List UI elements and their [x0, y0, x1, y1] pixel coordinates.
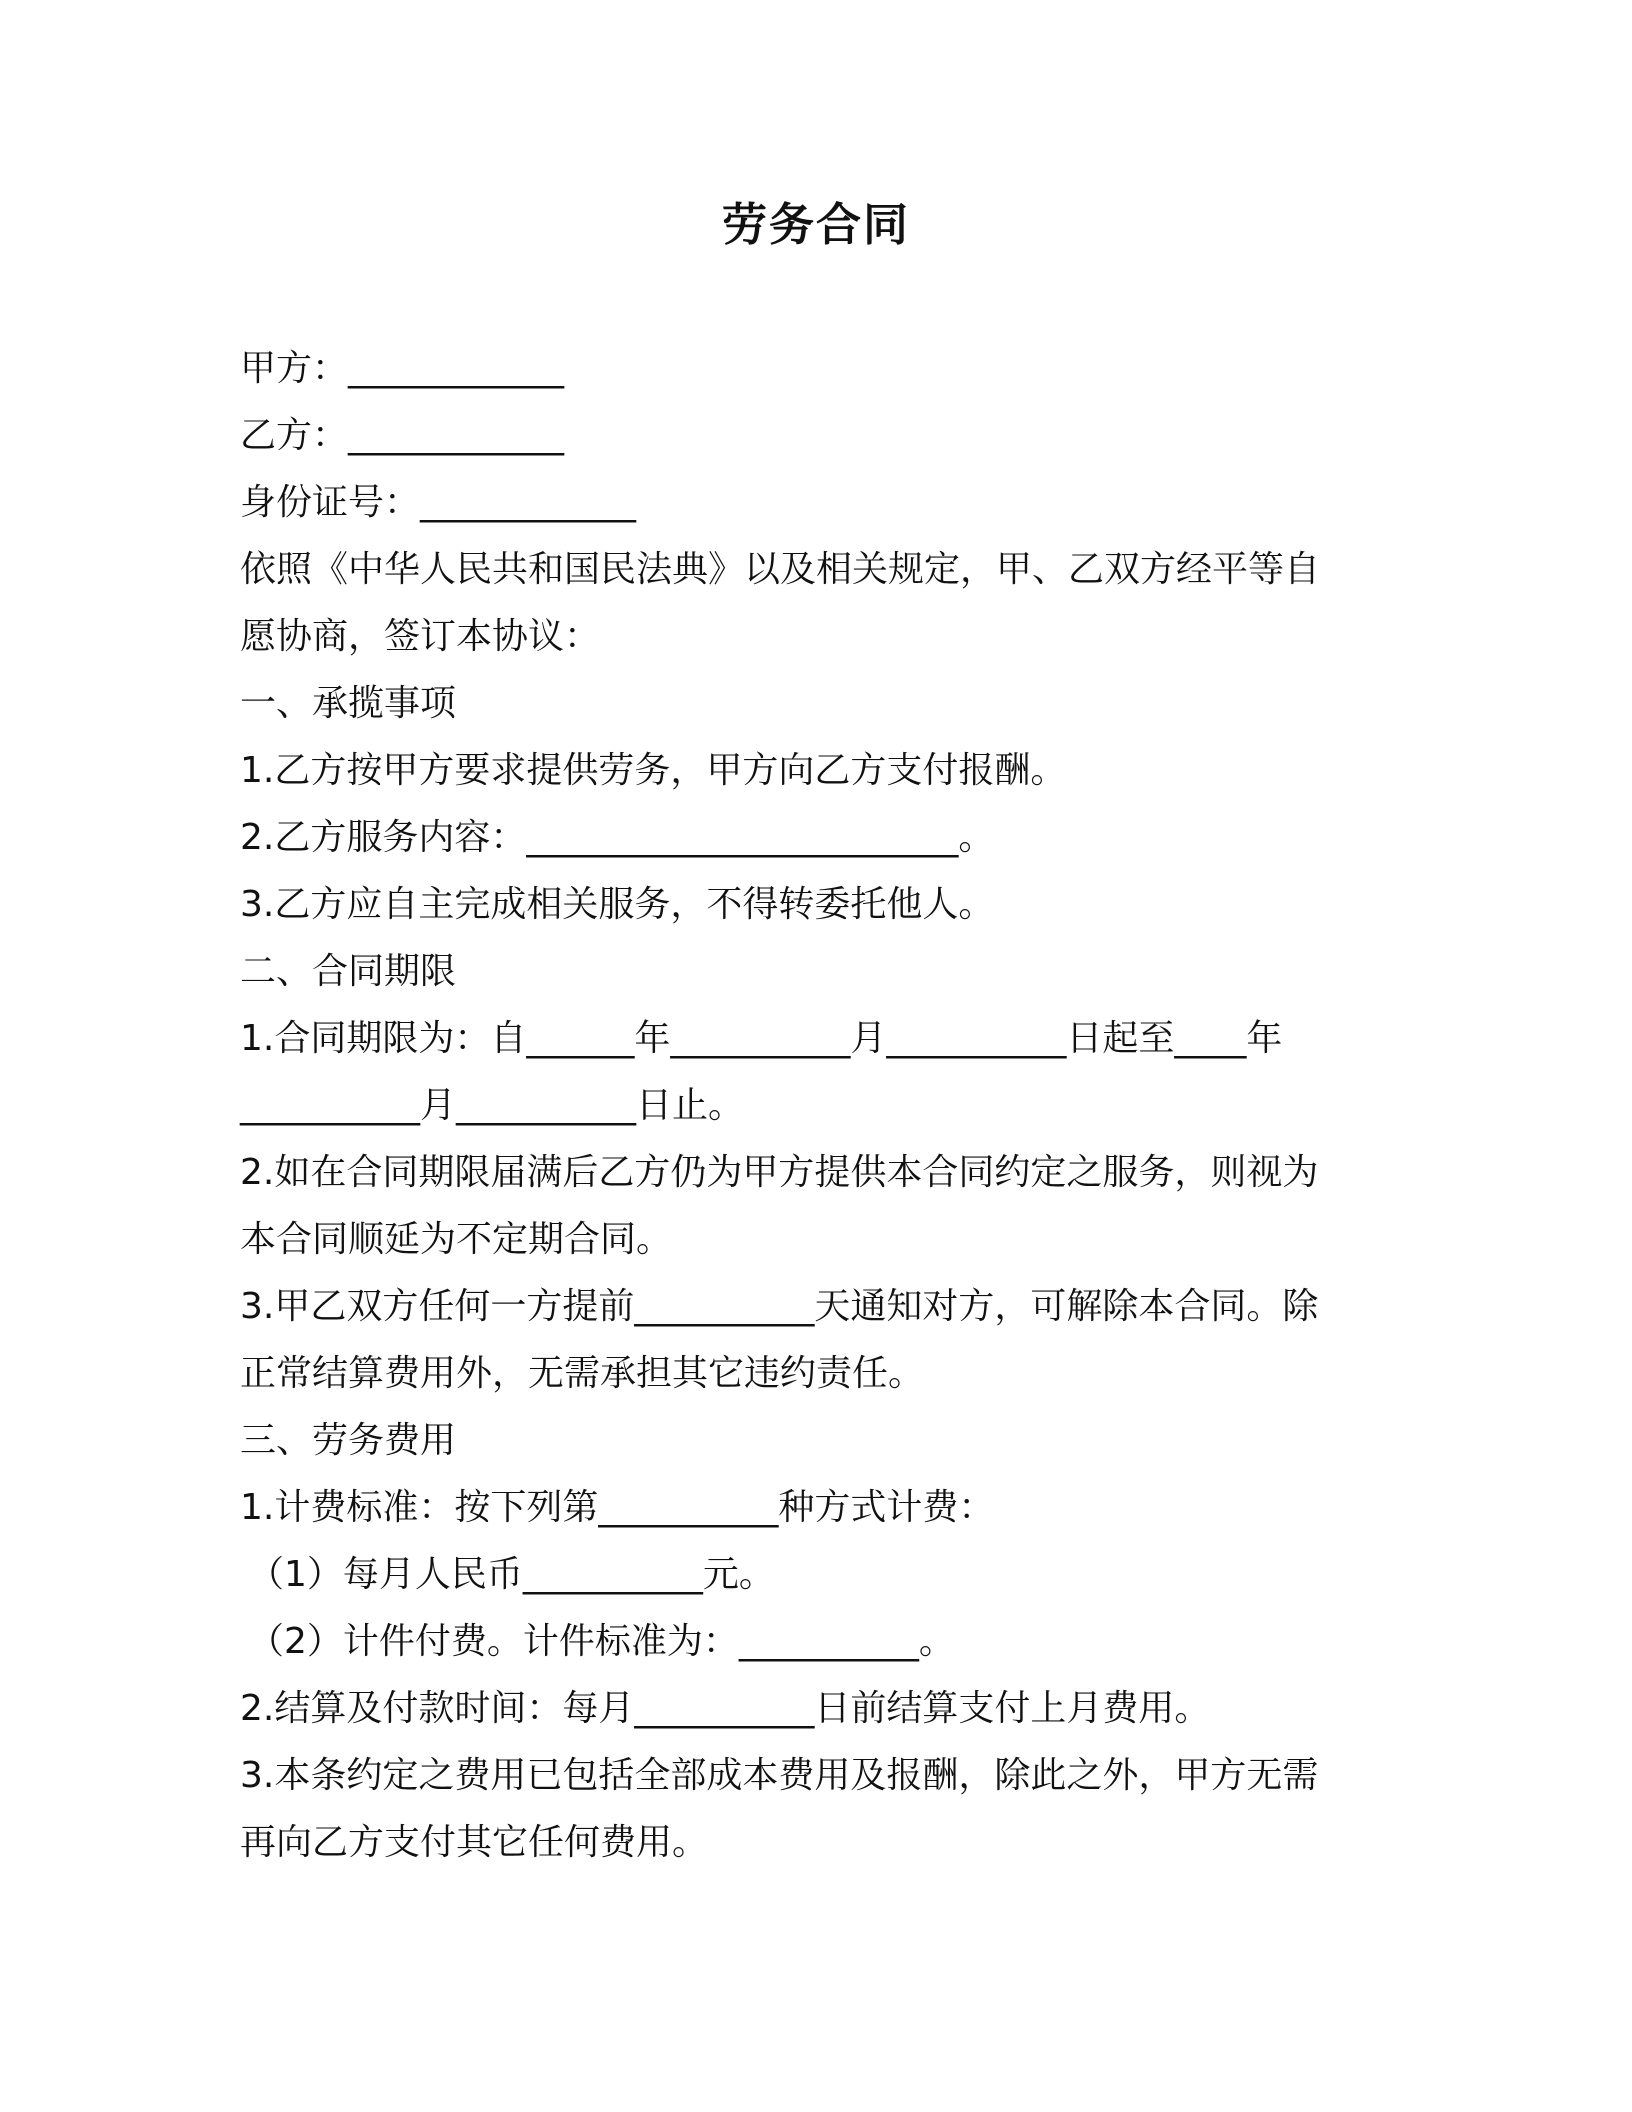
- document-body: [240, 335, 1370, 1876]
- clause-1-2: 2.乙方服务内容：________________________。: [240, 817, 995, 858]
- clause-3-1: 1.计费标准：按下列第__________种方式计费：: [240, 1487, 995, 1528]
- id-number-line: 身份证号：____________: [240, 482, 637, 523]
- clause-3-3-line-2: 再向乙方支付其它任何费用。: [240, 1822, 709, 1863]
- clause-1-1: 1.乙方按甲方要求提供劳务，甲方向乙方支付报酬。: [240, 750, 1067, 791]
- party-a-line: 甲方：____________: [240, 348, 565, 389]
- clause-2-2-line-2: 本合同顺延为不定期合同。: [240, 1219, 673, 1260]
- party-b-line: 乙方：____________: [240, 415, 565, 456]
- clause-3-1-option-1: （1）每月人民币__________元。: [248, 1554, 775, 1595]
- clause-2-3-line-1: 3.甲乙双方任何一方提前__________天通知对方，可解除本合同。除: [240, 1286, 1319, 1327]
- section-heading-2: 二、合同期限: [240, 951, 457, 992]
- clause-2-3-line-2: 正常结算费用外，无需承担其它违约责任。: [240, 1353, 925, 1394]
- section-heading-3: 三、劳务费用: [240, 1420, 457, 1461]
- clause-2-1-line-1: 1.合同期限为：自______年__________月__________日起至____年: [240, 1018, 1283, 1059]
- section-heading-1: 一、承揽事项: [240, 683, 457, 724]
- clause-3-3-line-1: 3.本条约定之费用已包括全部成本费用及报酬，除此之外，甲方无需: [240, 1755, 1319, 1796]
- preamble-line-2: 愿协商，签订本协议：: [240, 616, 601, 657]
- clause-1-3: 3.乙方应自主完成相关服务，不得转委托他人。: [240, 884, 995, 925]
- clause-3-1-option-2: （2）计件付费。计件标准为：__________。: [248, 1621, 955, 1662]
- clause-3-2: 2.结算及付款时间：每月__________日前结算支付上月费用。: [240, 1688, 1211, 1729]
- preamble-line-1: 依照《中华人民共和国民法典》以及相关规定，甲、乙双方经平等自: [240, 549, 1321, 590]
- clause-2-1-line-2: __________月__________日止。: [240, 1085, 745, 1126]
- clause-2-2-line-1: 2.如在合同期限届满后乙方仍为甲方提供本合同约定之服务，则视为: [240, 1152, 1319, 1193]
- document-title: 劳务合同: [721, 198, 910, 251]
